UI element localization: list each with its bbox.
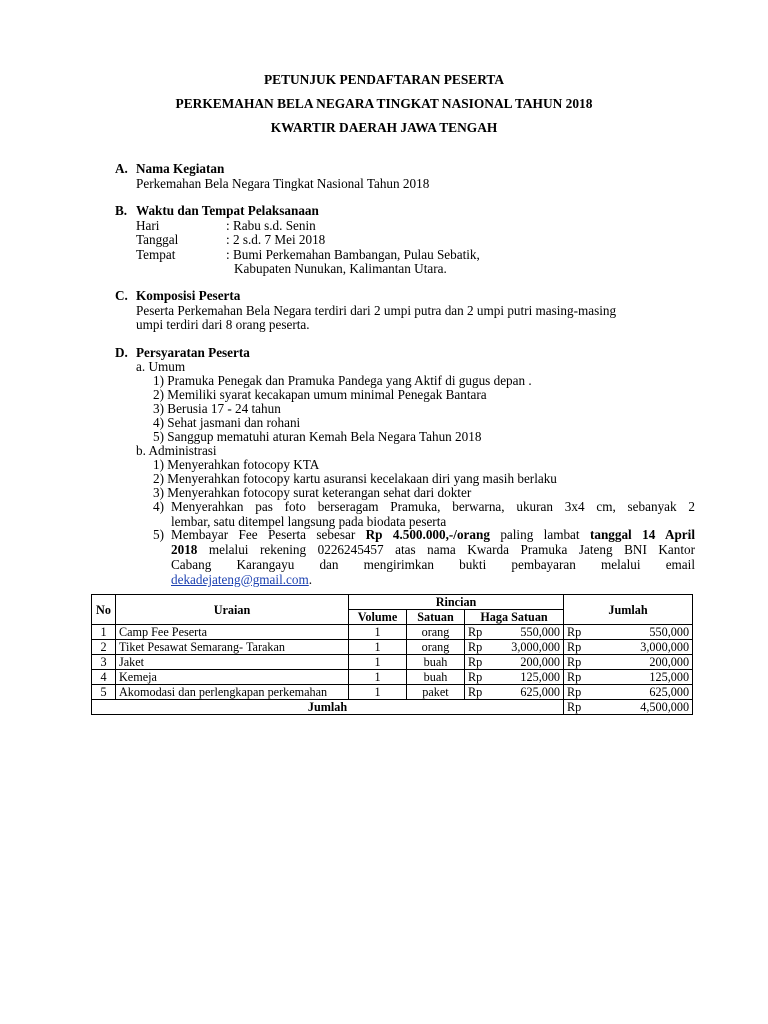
cell-no: 2 xyxy=(92,640,116,655)
cell-uraian: Camp Fee Peserta xyxy=(116,625,349,640)
section-a-letter: A. xyxy=(115,161,128,176)
cell-jumlah: 200,000 xyxy=(588,655,693,670)
umum-item: 1) Pramuka Penegak dan Pramuka Pandega yang Aktif di gugus depan . xyxy=(153,373,532,388)
table-row xyxy=(92,655,693,670)
cell-harga: 3,000,000 xyxy=(489,640,564,655)
fee-account-text: melalui rekening 0226245457 atas nama Kwarda Pramuka Jateng BNI Kantor xyxy=(197,542,695,557)
section-c-title: Komposisi Peserta xyxy=(136,288,241,303)
hari-value: : Rabu s.d. Senin xyxy=(226,218,316,233)
total-rp: Rp xyxy=(564,700,588,715)
col-header-satuan: Satuan xyxy=(407,610,465,625)
cell-jumlah: 3,000,000 xyxy=(588,640,693,655)
administrasi-label: b. Administrasi xyxy=(136,443,217,458)
table-row xyxy=(92,640,693,655)
section-b-title: Waktu dan Tempat Pelaksanaan xyxy=(136,203,319,218)
doc-title-line-1: PETUNJUK PENDAFTARAN PESERTA xyxy=(263,72,505,87)
admin-item-4-text xyxy=(171,499,695,529)
cell-uraian: Akomodasi dan perlengkapan perkemahan xyxy=(116,685,349,700)
tempat-value: : Bumi Perkemahan Bambangan, Pulau Sebatik, xyxy=(226,247,480,262)
section-b-letter: B. xyxy=(115,203,128,218)
cell-satuan: orang xyxy=(407,640,465,655)
col-header-no: No xyxy=(92,595,116,625)
section-c-letter: C. xyxy=(115,288,128,303)
total-value: 4,500,000 xyxy=(588,700,693,715)
cell-satuan: paket xyxy=(407,685,465,700)
cell-uraian: Jaket xyxy=(116,655,349,670)
admin-item-5-line-1 xyxy=(171,527,695,542)
fee-deadline-intro: paling lambat xyxy=(489,527,590,542)
cell-no: 3 xyxy=(92,655,116,670)
fee-deadline-date: tanggal 14 April xyxy=(589,527,695,542)
cell-uraian: Tiket Pesawat Semarang- Tarakan xyxy=(116,640,349,655)
cell-rp1: Rp xyxy=(465,655,489,670)
table-header-row xyxy=(92,595,693,610)
admin-item: 1) Menyerahkan fotocopy KTA xyxy=(153,457,320,472)
doc-title-line-2: PERKEMAHAN BELA NEGARA TINGKAT NASIONAL TAHUN 2018 xyxy=(175,96,593,111)
admin-item: 2) Menyerahkan fotocopy kartu asuransi kecelakaan diri yang masih berlaku xyxy=(153,471,557,486)
cell-harga: 125,000 xyxy=(489,670,564,685)
col-header-volume: Volume xyxy=(349,610,407,625)
tempat-value-cont: Kabupaten Nunukan, Kalimantan Utara. xyxy=(234,261,447,276)
admin-item-5-line-4 xyxy=(171,572,695,587)
cell-uraian: Kemeja xyxy=(116,670,349,685)
section-a-body: Perkemahan Bela Negara Tingkat Nasional Tahun 2018 xyxy=(136,176,430,191)
admin-item-4-line-2: lembar, satu ditempel langsung pada biodata peserta xyxy=(171,514,447,529)
col-header-rincian: Rincian xyxy=(349,595,564,610)
cell-satuan: orang xyxy=(407,625,465,640)
cell-volume: 1 xyxy=(349,655,407,670)
cell-rp2: Rp xyxy=(564,625,588,640)
doc-title-line-3: KWARTIR DAERAH JAWA TENGAH xyxy=(270,120,498,135)
admin-item-5-line-2 xyxy=(171,542,695,557)
cell-no: 1 xyxy=(92,625,116,640)
total-label: Jumlah xyxy=(92,700,564,715)
table-row xyxy=(92,625,693,640)
cell-satuan: buah xyxy=(407,655,465,670)
cell-rp1: Rp xyxy=(465,640,489,655)
col-header-jumlah: Jumlah xyxy=(564,595,693,625)
admin-item: 3) Menyerahkan fotocopy surat keterangan sehat dari dokter xyxy=(153,485,472,500)
hari-label: Hari xyxy=(136,218,160,233)
admin-item-4-number: 4) xyxy=(153,499,164,514)
col-header-harga: Haga Satuan xyxy=(465,610,564,625)
section-d-title: Persyaratan Peserta xyxy=(136,345,250,360)
section-c-body-line-2: umpi terdiri dari 8 orang peserta. xyxy=(136,317,310,332)
admin-item-4-line-1: Menyerahkan pas foto berseragam Pramuka, berwarna, ukuran 3x4 cm, sebanyak 2 xyxy=(171,499,695,514)
col-header-uraian: Uraian xyxy=(116,595,349,625)
cell-jumlah: 625,000 xyxy=(588,685,693,700)
fee-table xyxy=(91,594,693,715)
cell-no: 4 xyxy=(92,670,116,685)
cell-harga: 550,000 xyxy=(489,625,564,640)
tanggal-label: Tanggal xyxy=(136,232,179,247)
cell-rp2: Rp xyxy=(564,655,588,670)
cell-volume: 1 xyxy=(349,670,407,685)
cell-rp2: Rp xyxy=(564,685,588,700)
cell-rp2: Rp xyxy=(564,670,588,685)
umum-label: a. Umum xyxy=(136,359,186,374)
admin-item-5-number: 5) xyxy=(153,527,164,542)
tempat-label: Tempat xyxy=(136,247,176,262)
cell-rp1: Rp xyxy=(465,685,489,700)
email-period: . xyxy=(308,572,313,587)
cell-harga: 625,000 xyxy=(489,685,564,700)
cell-no: 5 xyxy=(92,685,116,700)
cell-rp2: Rp xyxy=(564,640,588,655)
cell-volume: 1 xyxy=(349,685,407,700)
admin-item-5-line-3: Cabang Karangayu dan mengirimkan bukti pembayaran melalui email xyxy=(171,557,695,572)
table-row xyxy=(92,685,693,700)
table-total-row xyxy=(92,700,693,715)
umum-item: 5) Sanggup mematuhi aturan Kemah Bela Negara Tahun 2018 xyxy=(153,429,482,444)
cell-harga: 200,000 xyxy=(489,655,564,670)
cell-jumlah: 550,000 xyxy=(588,625,693,640)
admin-item-5-text xyxy=(171,527,695,587)
table-row xyxy=(92,670,693,685)
cell-volume: 1 xyxy=(349,625,407,640)
email-link[interactable]: dekadejateng@gmail.com xyxy=(171,572,309,587)
cell-jumlah: 125,000 xyxy=(588,670,693,685)
cell-rp1: Rp xyxy=(465,625,489,640)
umum-item: 2) Memiliki syarat kecakapan umum minimal Penegak Bantara xyxy=(153,387,487,402)
section-c-body-line-1: Peserta Perkemahan Bela Negara terdiri dari 2 umpi putra dan 2 umpi putri masing-masing xyxy=(136,303,617,318)
umum-item: 4) Sehat jasmani dan rohani xyxy=(153,415,301,430)
cell-volume: 1 xyxy=(349,640,407,655)
fee-intro: Membayar Fee Peserta sebesar xyxy=(171,527,366,542)
cell-rp1: Rp xyxy=(465,670,489,685)
fee-amount: Rp 4.500.000,-/orang xyxy=(365,527,490,542)
fee-deadline-year: 2018 xyxy=(171,542,198,557)
section-a-title: Nama Kegiatan xyxy=(136,161,225,176)
umum-item: 3) Berusia 17 - 24 tahun xyxy=(153,401,281,416)
tanggal-value: : 2 s.d. 7 Mei 2018 xyxy=(226,232,326,247)
cell-satuan: buah xyxy=(407,670,465,685)
section-d-letter: D. xyxy=(115,345,128,360)
